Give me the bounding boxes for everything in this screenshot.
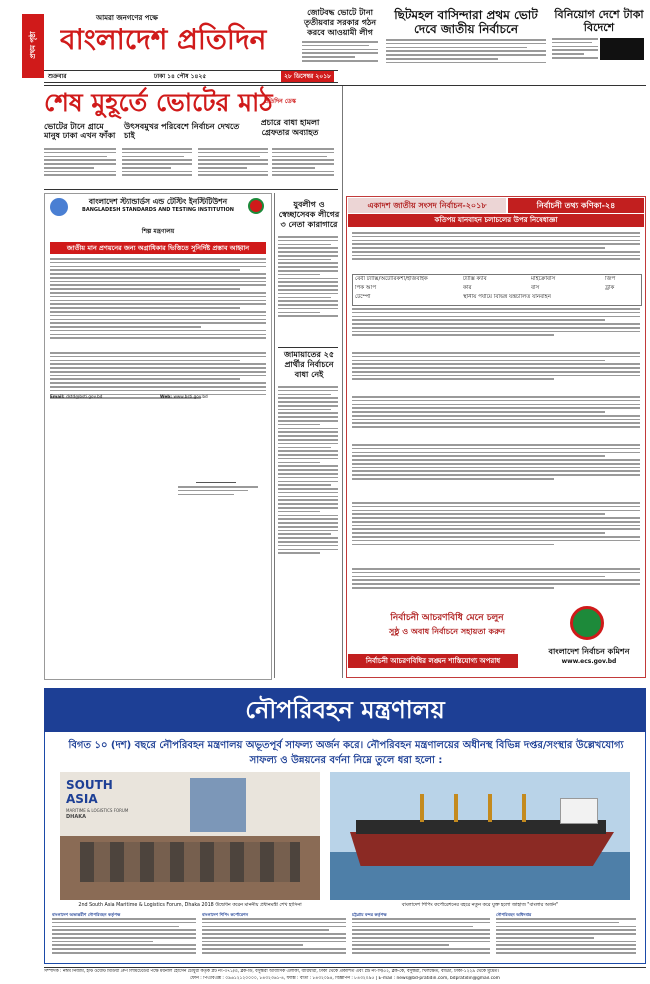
side-story-2-body (278, 386, 338, 676)
ministry-title: নৌপরিবহন মন্ত্রণালয় (44, 688, 646, 732)
ship-photo (330, 772, 630, 900)
lead-col-1 (44, 148, 116, 184)
forum-portrait (190, 778, 246, 832)
ministry-section-head: বাংলাদেশ শিপিং কর্পোরেশন (202, 912, 249, 917)
ship-cranes (390, 794, 540, 822)
bsti-org-bn: বাংলাদেশ স্ট্যান্ডার্ডস এন্ড টেস্টিং ইনস্টিটিউশন (88, 197, 228, 206)
bsti-notice-title: জাতীয় মান প্রণয়নের জন্য অগ্রাধিকার ভিত্তিতে সুনির্দিষ্ট প্রস্তাব আহ্বান (50, 242, 266, 254)
forum-logo-3: MARITIME & LOGISTICS FORUM (66, 808, 129, 813)
section-tab-label: প্রথম পৃষ্ঠা (29, 31, 37, 59)
vehicle-cell: মাইক্রোবাস (531, 276, 556, 282)
forum-city: DHAKA (66, 814, 86, 820)
day-label: শুক্রবার (48, 73, 67, 80)
ec-vehicle-table (352, 274, 642, 306)
masthead-dateline (44, 70, 338, 83)
vehicle-cell: টেম্পো (355, 294, 371, 300)
bsti-web[interactable]: Web: www.bsti.gov.bd (160, 394, 208, 399)
ec-body-4 (352, 444, 640, 502)
footer-contact: ফোন : পিএবিএক্স : ০৯৬১২১২০০০০, ৮৪৩২৩৬১-৪, ফ্যাক্স : বার্তা : ৮৪৩২০৯৪, বিজ্ঞাপন : ৮৪৩২০৯৫ | E-mail : news@bd-pratidin.com, bdpratidin@gmail.com (190, 976, 500, 981)
forum-people (80, 842, 300, 882)
ec-web[interactable]: www.ecs.gov.bd (561, 658, 617, 665)
lead-col-2 (122, 148, 192, 184)
ministry-col-1 (52, 918, 196, 958)
bsti-notice-body-2 (50, 352, 266, 422)
lead-byline: প্রতিদিন ডেস্ক (263, 98, 296, 105)
lead-col-3 (198, 148, 268, 184)
lead-sub-1: ভোটের টানে গ্রামে মানুষ ঢাকা এখন ফাঁকা (44, 122, 116, 140)
vehicle-cell: বেবী ট্যাক্সি/অটোরিকশা/ইজিবাইক (355, 276, 428, 282)
ec-slogan-2: সুষ্ঠু ও অবাধ নির্বাচনে সহায়তা করুন (389, 627, 505, 636)
side-story-body (278, 236, 338, 344)
ec-footer-note: নির্বাচনী আচরণবিধির লঙ্ঘন শাস্তিযোগ্য অপরাধ (348, 654, 518, 668)
teaser-2-title: ছিটমহল বাসিন্দারা প্রথম ভোট দেবে জাতীয় নির্বাচনে (394, 8, 538, 36)
side-story-title-2[interactable]: জামায়াতের ২৫ প্রার্থীর নির্বাচনে বাধা নেই (283, 350, 335, 379)
bsti-org-en: BANGLADESH STANDARDS AND TESTING INSTITUTION (82, 207, 234, 213)
edition-date: ২৮ ডিসেম্বর ২০১৮ (281, 71, 334, 82)
bsti-notice-body (50, 258, 266, 350)
teaser-1[interactable] (302, 8, 378, 67)
ec-body-5 (352, 502, 640, 568)
ministry-col-3 (352, 918, 490, 958)
bangla-date: ঢাকা ১৪ পৌষ ১৪২৫ (154, 73, 207, 80)
footer-imprint: সম্পাদক : নঈম নিজাম, ইস্ট ওয়েস্ট মিডিয়া গ্রুপ লিমিটেডের পক্ষে ময়নাল হোসেন চৌধুরী কর্তৃক প্লট নং-৩৭১/এ, ব্লক-ডি, বসুন্ধরা আবাসিক এলাকা, বারিধারা, ঢাকা থেকে প্রকাশিত এবং প্লট নং-সি/৫২, ব্লক-কে, বসুন্ধরা, খিলক্ষেত, বাড্ডা, ঢাকা-১২২৯ থেকে মুদ্রিত। (44, 969, 499, 974)
ship-bridge (560, 798, 598, 824)
forum-logo-2: ASIA (66, 792, 98, 806)
ec-slogan-1: নির্বাচনী আচরণবিধি মেনে চলুন (390, 613, 504, 623)
ministry-section-head: বাংলাদেশ অভ্যন্তরীণ নৌপরিবহন কর্তৃপক্ষ (52, 912, 121, 917)
ship-photo-caption: বাংলাদেশ শিপিং কর্পোরেশনের বহরে নতুন করে যুক্ত হলো জাহাজ "বাংলার অর্জন" (401, 903, 559, 908)
masthead-name: বাংলাদেশ প্রতিদিন (60, 23, 267, 56)
teaser-1-title: জোটবদ্ধ ভোটে টানা তৃতীয়বার সরকার গঠন করবে আওয়ামী লীগ (303, 8, 377, 37)
vehicle-cell: ট্যাক্সি ক্যাব (463, 276, 487, 282)
lead-headline[interactable]: শেষ মুহূর্তে ভোটের মাঠ (44, 88, 273, 117)
forum-photo (60, 772, 320, 900)
signature-icon (196, 468, 236, 483)
teaser-3-title: বিনিয়োগ দেশে টাকা বিদেশে (554, 8, 644, 34)
ministry-intro: বিগত ১০ (দশ) বছরে নৌপরিবহন মন্ত্রণালয় অভূতপূর্ব সাফল্য অর্জন করে। নৌপরিবহন মন্ত্রণালয়ের অধীনস্থ বিভিন্ন দপ্তর/সংস্থার উল্লেখযোগ্য সাফল্য ও উন্নয়নের বর্ণনা নিম্নে তুলে ধরা হলো : (68, 740, 624, 766)
lead-sub-3: প্রচারে বাধা হামলা গ্রেফতার অব্যাহত (260, 118, 320, 137)
masthead-tagline: আমরা জনগণের পক্ষে (96, 14, 158, 22)
lead-sub-2: উৎসবমুখর পরিবেশে নির্বাচন দেখতে চাই (124, 122, 240, 140)
vehicle-cell: পিক আপ (355, 285, 377, 291)
vehicle-cell: জিপ (605, 276, 616, 282)
forum-logo-1: SOUTH (66, 778, 113, 792)
ec-body-2 (352, 352, 640, 396)
vehicle-cell: ট্রাক (605, 285, 615, 291)
ship-hull (350, 832, 614, 866)
ministry-section-head: চট্টগ্রাম বন্দর কর্তৃপক্ষ (352, 912, 387, 917)
vehicle-cell: স্থানীয় পর্যায়ে বিভিন্ন যন্ত্রচালিত যানবাহন (463, 294, 551, 300)
teaser-3[interactable] (552, 8, 646, 68)
teaser-3-image (600, 38, 644, 60)
ec-body-6 (352, 568, 640, 602)
ec-logo-icon (570, 606, 604, 640)
ec-body-3 (352, 396, 640, 444)
ec-info-card: নির্বাচনী তথ্য কণিকা-২৪ (508, 198, 644, 213)
ec-subtitle: কতিপয় যানবাহন চলাচলের উপর নিষেধাজ্ঞা (348, 214, 644, 227)
bangladesh-seal-icon (248, 198, 264, 214)
vehicle-cell: বাস (531, 285, 540, 291)
side-story-title[interactable]: যুবলীগ ও স্বেচ্ছাসেবক লীগের ৩ নেতা কারাগারে (278, 200, 340, 229)
ministry-col-2 (202, 918, 346, 958)
bsti-logo-icon (50, 198, 68, 216)
ec-ad-title: একাদশ জাতীয় সংসদ নির্বাচন-২০১৮ (348, 198, 506, 213)
ec-commission: বাংলাদেশ নির্বাচন কমিশন (548, 647, 630, 656)
vehicle-cell: কার (463, 285, 472, 291)
ec-body-intro (352, 232, 640, 272)
teaser-2[interactable] (386, 8, 546, 69)
bsti-signatory (178, 486, 258, 502)
ec-body-1 (352, 308, 640, 352)
bsti-email[interactable]: Email: dstd@bsti.gov.bd (50, 394, 103, 399)
forum-photo-caption: 2nd South Asia Maritime & Logistics Forum, Dhaka 2018 উদ্বোধন করেন মাননীয় প্রধানমন্ত্রী শেখ হাসিনা (78, 903, 302, 908)
bsti-ministry: শিল্প মন্ত্রণালয় (141, 228, 175, 235)
ministry-col-4 (496, 918, 636, 958)
ministry-section-head: নৌপরিবহন অধিদপ্তর (496, 912, 532, 917)
lead-col-4 (272, 148, 334, 184)
